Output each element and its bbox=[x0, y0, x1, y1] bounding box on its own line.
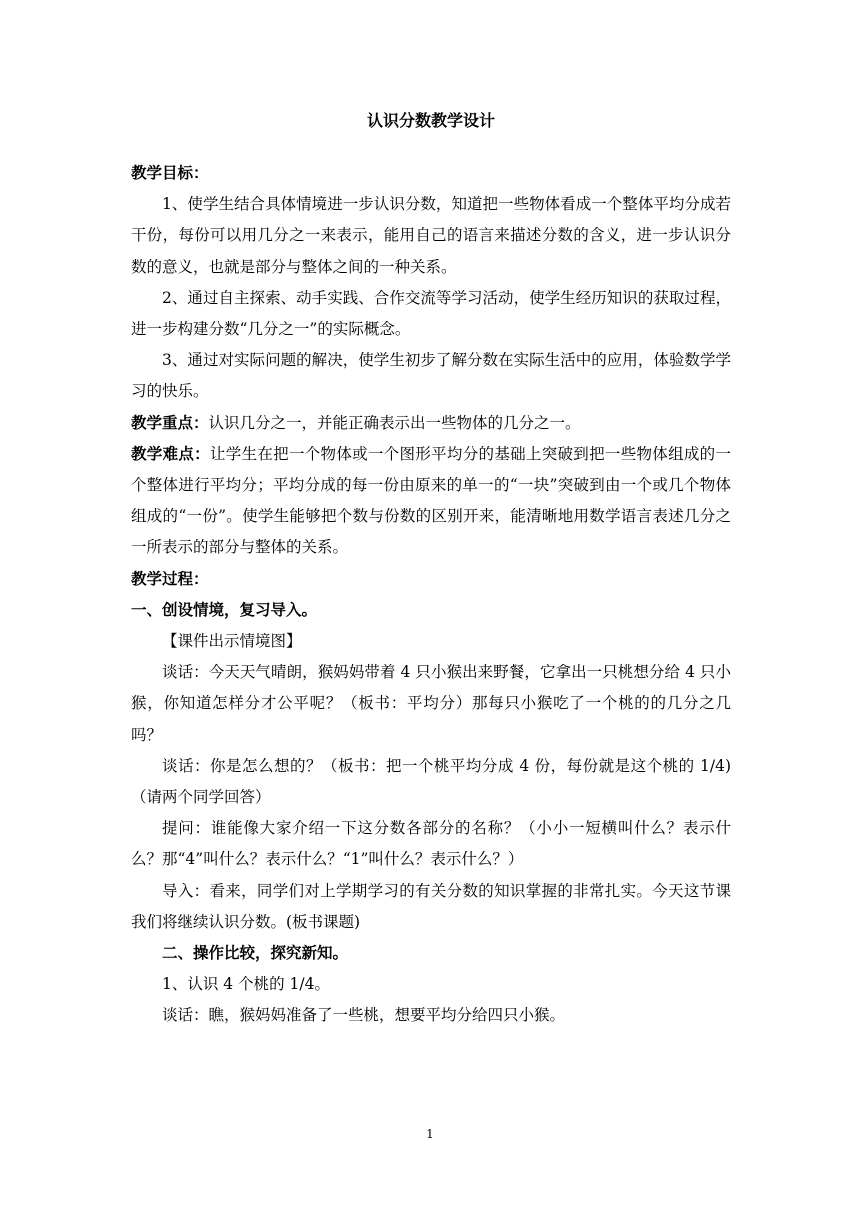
goals-heading: 教学目标： bbox=[131, 164, 209, 182]
difficulty-label: 教学难点： bbox=[131, 444, 210, 463]
list-item-1: 1、认识 4 个桃的 1/4。 bbox=[162, 975, 330, 994]
key-point-text: 认识几分之一，并能正确表示出一些物体的几分之一。 bbox=[208, 413, 581, 432]
question-paragraph: 提问：谁能像大家介绍一下这分数各部分的名称？（小小一短横叫什么？表示什么？那“4”叫什么？表示什么？“1”叫什么？表示什么？） bbox=[131, 819, 731, 869]
courseware-note: 【课件出示情境图】 bbox=[162, 632, 302, 651]
difficulty-paragraph bbox=[131, 439, 731, 564]
difficulty-text: 让学生在把一个物体或一个图形平均分的基础上突破到把一些物体组成的一个整体进行平均分；平均分成的每一份由原来的单一的“一块”突破到由一个或几个物体组成的“一份”。使学生能够把个数与份数的区别开来，能清晰地用数学语言表述几分之一所表示的部分与整体的关系。 bbox=[131, 444, 731, 557]
goal-paragraph-3: 3、通过对实际问题的解决，使学生初步了解分数在实际生活中的应用，体验数学学习的快乐。 bbox=[131, 351, 731, 401]
key-point-paragraph bbox=[131, 408, 731, 439]
intro-paragraph: 导入：看来，同学们对上学期学习的有关分数的知识掌握的非常扎实。今天这节课我们将继续认识分数。(板书课题) bbox=[131, 881, 731, 931]
goal-paragraph-2: 2、通过自主探索、动手实践、合作交流等学习活动，使学生经历知识的获取过程，进一步构建分数“几分之一”的实际概念。 bbox=[131, 288, 731, 339]
goal-paragraph-1: 1、使学生结合具体情境进一步认识分数，知道把一些物体看成一个整体平均分成若干份，每份可以用几分之一来表示，能用自己的语言来描述分数的含义，进一步认识分数的意义，也就是部分与整体之间的一种关系。 bbox=[131, 195, 731, 276]
key-point-label: 教学重点： bbox=[131, 413, 209, 432]
section-2-heading: 二、操作比较，探究新知。 bbox=[162, 944, 349, 963]
talk-paragraph-3: 谈话：瞧，猴妈妈准备了一些桃，想要平均分给四只小猴。 bbox=[162, 1006, 566, 1025]
document-title: 认识分数教学设计 bbox=[366, 111, 495, 130]
section-1-heading: 一、创设情境，复习导入。 bbox=[131, 600, 318, 619]
document-body bbox=[131, 104, 731, 1032]
talk-paragraph-1: 谈话：今天天气晴朗，猴妈妈带着 4 只小猴出来野餐，它拿出一只桃想分给 4 只小猴，你知道怎样分才公平呢？（板书：平均分）那每只小猴吃了一个桃的的几分之几吗？ bbox=[131, 663, 731, 744]
page-number: 1 bbox=[426, 1127, 434, 1141]
process-heading: 教学过程： bbox=[131, 569, 209, 588]
talk-paragraph-2: 谈话：你是怎么想的？（板书：把一个桃平均分成 4 份，每份就是这个桃的 1/4)（请两个同学回答） bbox=[131, 756, 731, 807]
